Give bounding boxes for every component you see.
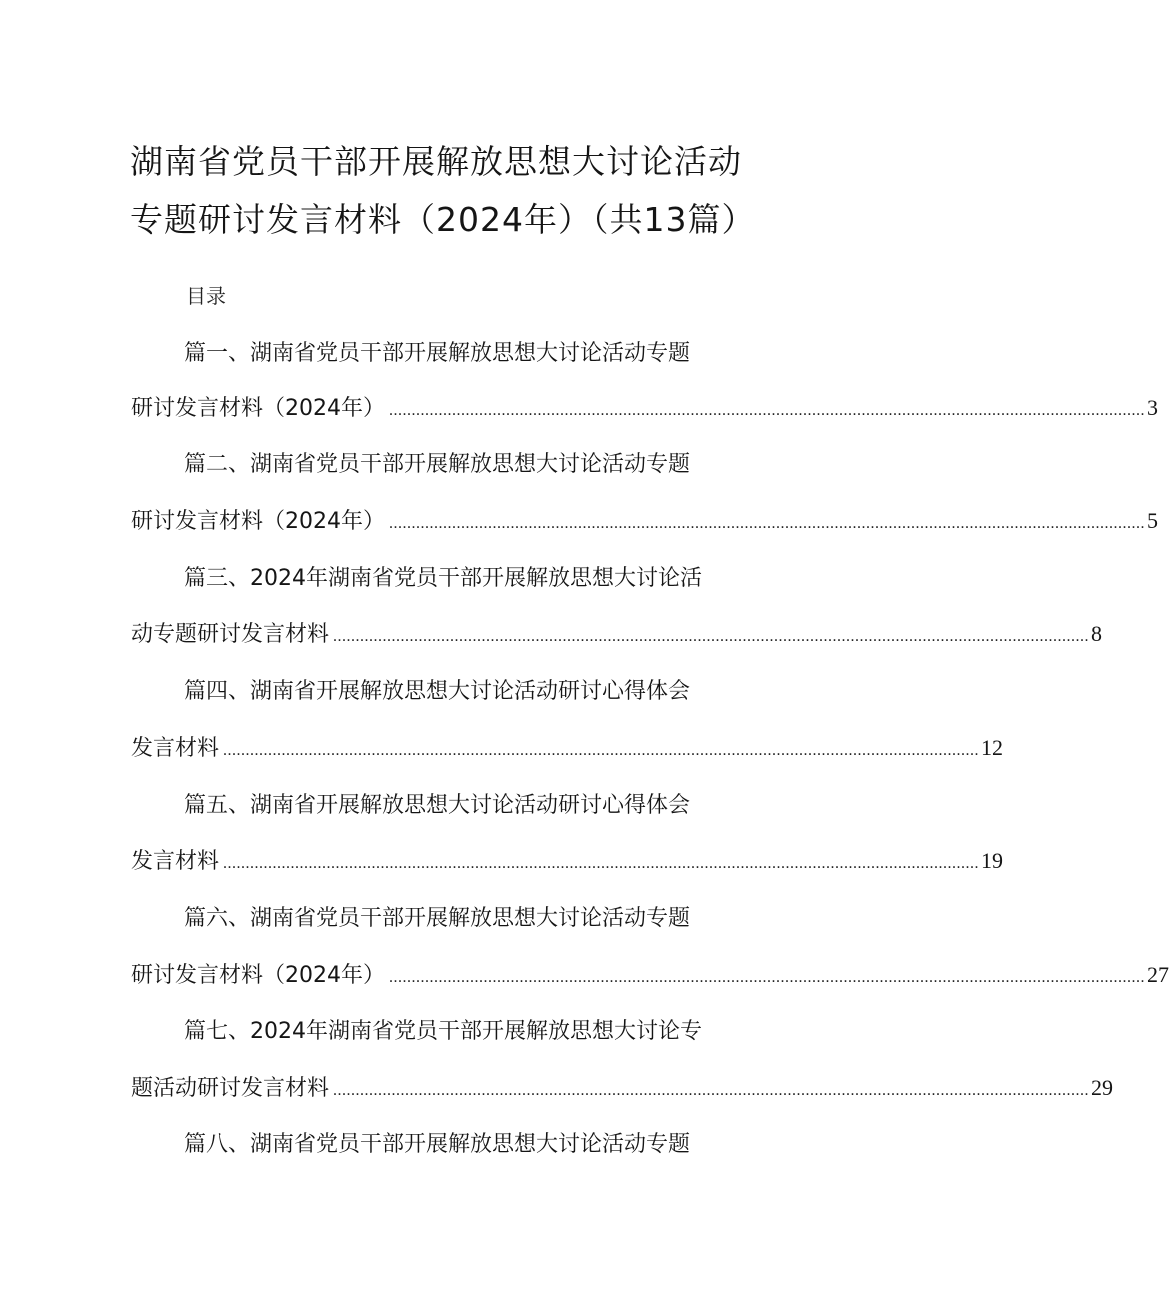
toc-entry-6-line-1: 篇六、湖南省党员干部开展解放思想大讨论活动专题 [184,906,691,931]
dot-leader: ........................................................................................................................................................................ [223,855,980,872]
dot-leader: ........................................................................................................................................................................ [333,1082,1090,1099]
toc-entry-5-line-1: 篇五、湖南省开展解放思想大讨论活动研讨心得体会 [184,793,691,818]
toc-entry-label: 发言材料 [131,849,220,874]
toc-entry-label: 研讨发言材料（2024年） [131,396,385,421]
toc-entry-2-line-1: 篇二、湖南省党员干部开展解放思想大讨论活动专题 [184,452,691,477]
dot-leader: ........................................................................................................................................................................ [389,515,1145,532]
toc-entry-label: 发言材料 [131,736,220,761]
dot-leader: ........................................................................................................................................................................ [333,628,1090,645]
toc-entry-6-line-2 [131,960,1169,993]
dot-leader: ........................................................................................................................................................................ [389,402,1145,419]
dot-leader: ........................................................................................................................................................................ [223,742,980,759]
toc-page-number: 5 [1147,508,1158,533]
document-title-line-1: 湖南省党员干部开展解放思想大讨论活动 [130,142,742,181]
toc-entry-1-line-2 [131,393,1158,426]
toc-entry-3-line-2 [131,619,1103,652]
toc-entry-label: 研讨发言材料（2024年） [131,963,385,988]
toc-heading: 目录 [186,284,226,308]
toc-entry-7-line-1: 篇七、2024年湖南省党员干部开展解放思想大讨论专 [184,1019,702,1044]
document-title-line-2: 专题研讨发言材料（2024年）（共13篇） [130,200,756,239]
toc-entry-label: 研讨发言材料（2024年） [131,509,385,534]
toc-entry-4-line-2 [131,733,1004,766]
toc-page-number: 12 [981,735,1004,760]
toc-entry-3-line-1: 篇三、2024年湖南省党员干部开展解放思想大讨论活 [184,566,702,591]
toc-page-number: 19 [981,848,1004,873]
toc-entry-7-line-2 [131,1073,1114,1106]
toc-page-number: 3 [1147,395,1158,420]
toc-entry-5-line-2 [131,846,1004,879]
toc-entry-4-line-1: 篇四、湖南省开展解放思想大讨论活动研讨心得体会 [184,679,691,704]
toc-entry-8-line-1: 篇八、湖南省党员干部开展解放思想大讨论活动专题 [184,1132,691,1157]
toc-entry-label: 动专题研讨发言材料 [131,622,330,647]
toc-entry-label: 题活动研讨发言材料 [131,1076,330,1101]
toc-page-number: 27 [1147,962,1169,987]
dot-leader: ........................................................................................................................................................................ [389,969,1145,986]
toc-entry-2-line-2 [131,506,1158,539]
toc-page-number: 8 [1091,621,1103,646]
toc-page-number: 29 [1091,1075,1114,1100]
toc-entry-1-line-1: 篇一、湖南省党员干部开展解放思想大讨论活动专题 [184,341,691,366]
